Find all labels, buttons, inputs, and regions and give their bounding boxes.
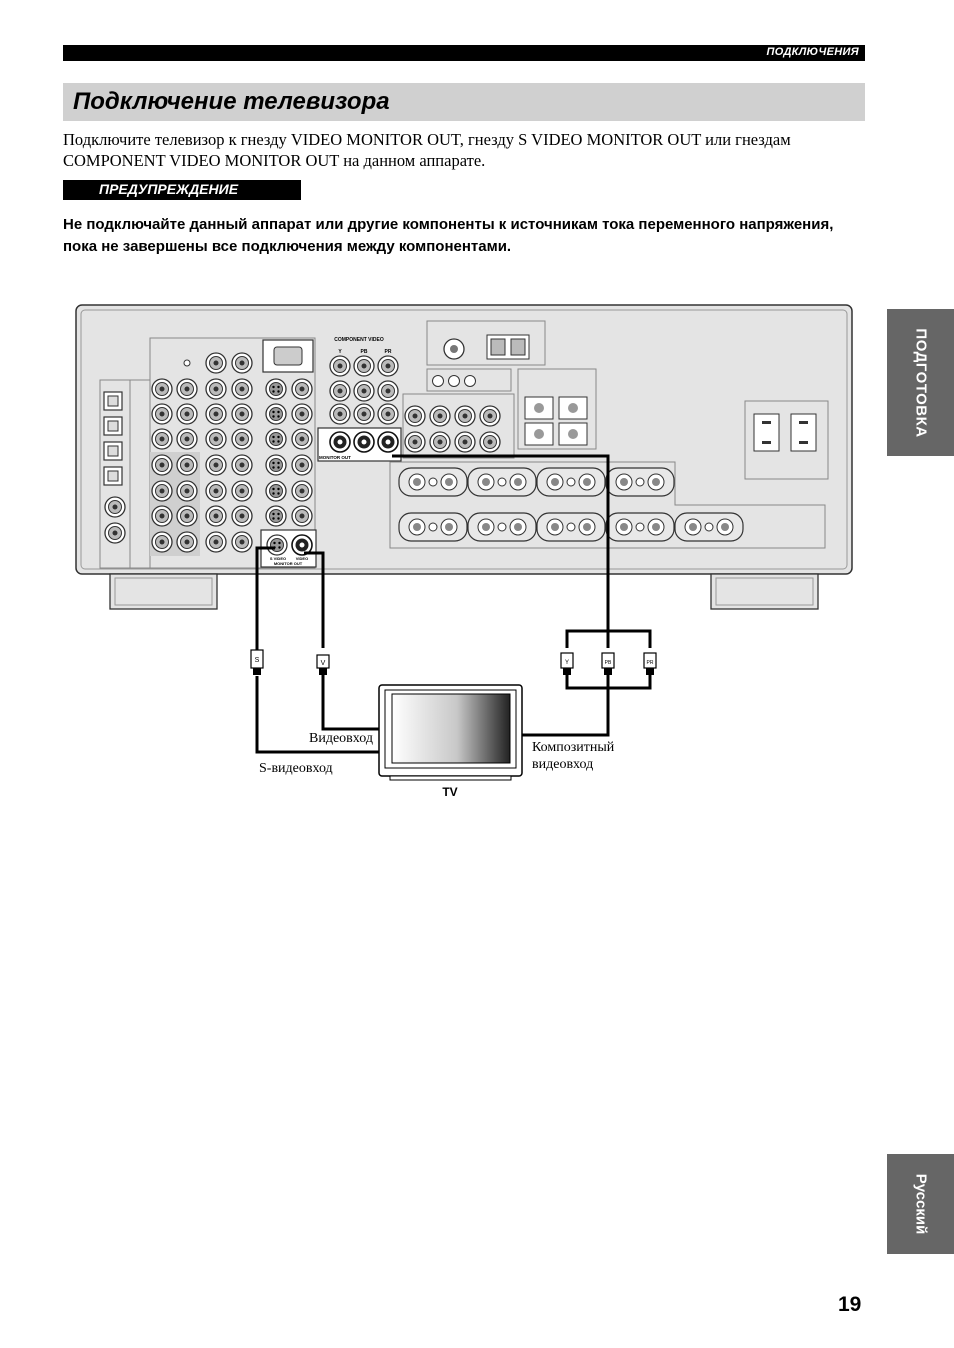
left-foot — [110, 574, 217, 609]
component-in-label-2: видеовход — [532, 757, 594, 772]
svg-text:PB: PB — [604, 660, 612, 666]
section-title: ПОДКЛЮЧЕНИЯ — [766, 46, 859, 58]
component-video-label: COMPONENT VIDEO — [334, 337, 384, 343]
plug-pb — [602, 653, 614, 675]
svg-text:V: V — [320, 660, 326, 667]
tv-label: TV — [442, 785, 458, 799]
warning-text: Не подключайте данный аппарат или другие компоненты к источникам тока переменного напряжения, пока не завершены все подключения между компонентами. — [63, 216, 834, 255]
warning-label-text: ПРЕДУПРЕЖДЕНИЕ — [99, 181, 239, 197]
intro-paragraph: Подключите телевизор к гнезду VIDEO MONITOR OUT, гнезду S VIDEO MONITOR OUT или гнездам COMPONENT VIDEO MONITOR OUT на данном аппарате. — [63, 130, 791, 170]
monitor-out-bottom-label: MONITOR OUT — [273, 561, 303, 566]
side-tab-preparation — [887, 309, 954, 456]
side-tab-preparation-label: ПОДГОТОВКА — [912, 327, 929, 438]
s-video-in-label: S-видеовход — [259, 761, 333, 776]
component-col-pr: PR — [384, 349, 392, 355]
s-video-jack-label: S VIDEO — [269, 556, 287, 561]
video-jack-label: VIDEO — [295, 556, 309, 561]
page-title: Подключение телевизора — [73, 88, 390, 115]
svg-text:S: S — [254, 657, 260, 664]
svg-text:Y: Y — [564, 660, 570, 666]
svg-text:PR: PR — [646, 660, 654, 666]
plug-v — [317, 655, 329, 675]
plug-s — [251, 650, 263, 675]
side-tab-language — [887, 1154, 954, 1254]
component-col-pb: PB — [360, 349, 368, 355]
component-col-y: Y — [338, 349, 342, 355]
side-tab-language-label: Русский — [912, 1173, 929, 1235]
monitor-out-label: MONITOR OUT — [319, 455, 351, 460]
right-foot — [711, 574, 818, 609]
plug-pr — [644, 653, 656, 675]
video-in-label: Видеовход — [309, 731, 373, 746]
tv-set — [379, 685, 522, 780]
page-number: 19 — [838, 1293, 862, 1316]
plug-y — [561, 653, 573, 675]
component-in-label-1: Композитный — [532, 740, 615, 755]
